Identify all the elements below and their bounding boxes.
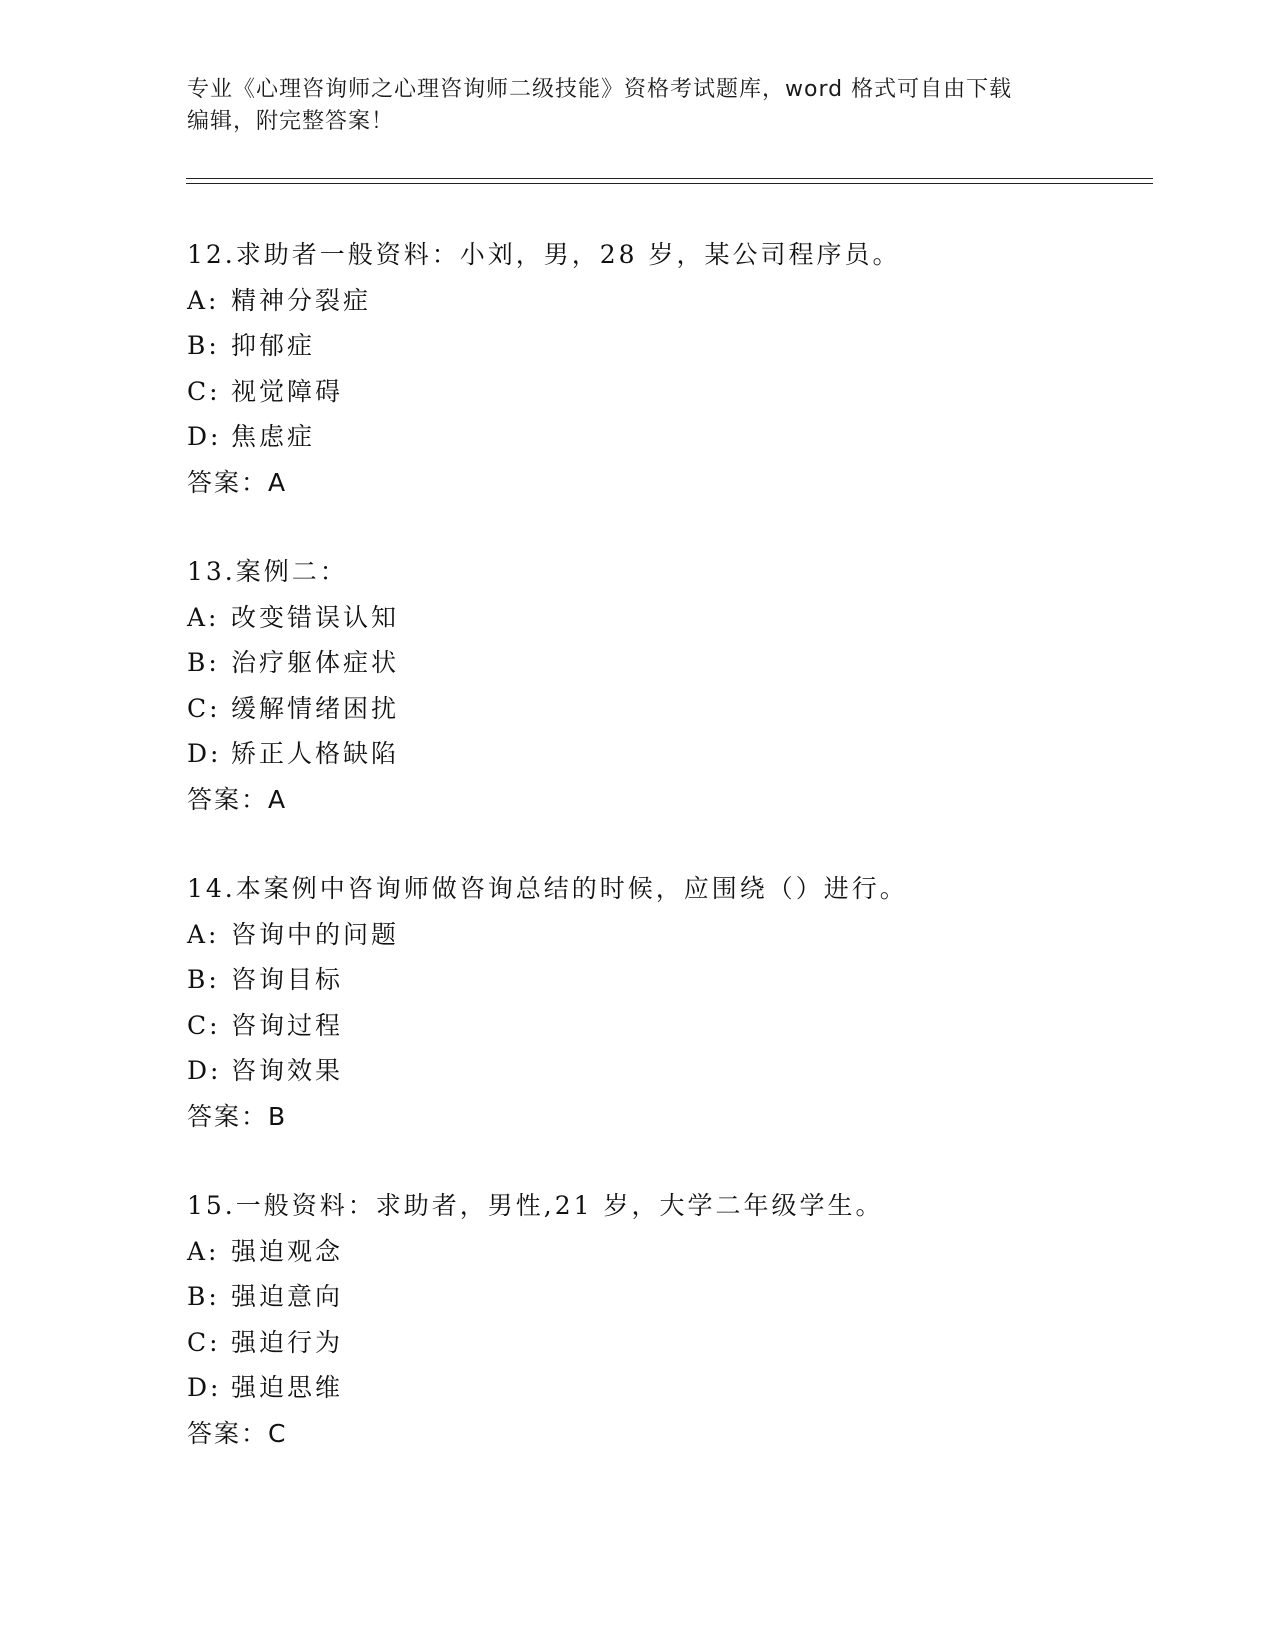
option-text: 视觉障碍 [231, 376, 344, 406]
option-d [187, 1048, 1137, 1094]
option-text: 咨询目标 [231, 965, 344, 994]
option-text: 缓解情绪困扰 [231, 693, 400, 723]
header-line-1: 专业《心理咨询师之心理咨询师二级技能》资格考试题库，word 格式可自由下载 [187, 77, 1013, 102]
option-text: 抑郁症 [231, 331, 316, 360]
option-c [187, 369, 1137, 415]
option-a [187, 912, 1137, 958]
option-d [187, 414, 1137, 460]
answer-line: 答案：A [187, 784, 288, 814]
option-text: 强迫观念 [231, 1236, 344, 1266]
option-letter: C: [187, 693, 221, 723]
header-divider-bottom [186, 183, 1153, 184]
option-letter: D: [187, 1056, 222, 1085]
option-a [187, 1229, 1137, 1275]
option-text: 强迫行为 [231, 1327, 344, 1357]
option-letter: B: [187, 331, 220, 360]
answer-line: 答案：C [187, 1418, 288, 1448]
option-letter: D: [187, 1373, 222, 1402]
header-line-2: 编辑，附完整答案！ [187, 109, 395, 134]
option-d [187, 731, 1137, 777]
option-letter: A: [187, 602, 220, 632]
question-stem: 12.求助者一般资料：小刘，男，28 岁，某公司程序员。 [187, 240, 901, 269]
option-letter: A: [187, 285, 220, 315]
option-text: 咨询效果 [231, 1056, 344, 1085]
document-header [187, 74, 1087, 138]
question-stem: 15.一般资料：求助者，男性,21 岁，大学二年级学生。 [187, 1191, 884, 1220]
option-text: 咨询中的问题 [231, 919, 400, 949]
option-text: 改变错误认知 [231, 602, 400, 632]
option-a [187, 595, 1137, 641]
option-a [187, 278, 1137, 324]
option-letter: C: [187, 1327, 221, 1357]
option-letter: B: [187, 965, 220, 994]
option-letter: C: [187, 376, 221, 406]
option-letter: B: [187, 648, 220, 677]
option-letter: A: [187, 919, 220, 949]
question-14 [187, 866, 1137, 1139]
option-b [187, 323, 1137, 369]
option-letter: B: [187, 1282, 220, 1311]
option-letter: A: [187, 1236, 220, 1266]
option-text: 矫正人格缺陷 [231, 739, 400, 768]
option-c [187, 686, 1137, 732]
option-letter: D: [187, 739, 222, 768]
answer-line: 答案：B [187, 1101, 288, 1131]
answer-line: 答案：A [187, 467, 288, 497]
option-text: 治疗躯体症状 [231, 648, 400, 677]
option-text: 焦虑症 [231, 422, 316, 451]
option-letter: C: [187, 1010, 221, 1040]
question-stem: 13.案例二： [187, 557, 348, 586]
option-text: 强迫思维 [231, 1373, 344, 1402]
option-b [187, 957, 1137, 1003]
option-c [187, 1320, 1137, 1366]
option-text: 强迫意向 [231, 1282, 344, 1311]
option-b [187, 640, 1137, 686]
option-b [187, 1274, 1137, 1320]
option-d [187, 1365, 1137, 1411]
question-12 [187, 232, 1137, 505]
question-list [187, 232, 1137, 1500]
question-stem: 14.本案例中咨询师做咨询总结的时候，应围绕（）进行。 [187, 874, 908, 903]
question-15 [187, 1183, 1137, 1456]
header-divider-top [186, 178, 1153, 179]
option-text: 精神分裂症 [231, 285, 372, 315]
option-text: 咨询过程 [231, 1010, 344, 1040]
question-13 [187, 549, 1137, 822]
option-letter: D: [187, 422, 222, 451]
option-c [187, 1003, 1137, 1049]
